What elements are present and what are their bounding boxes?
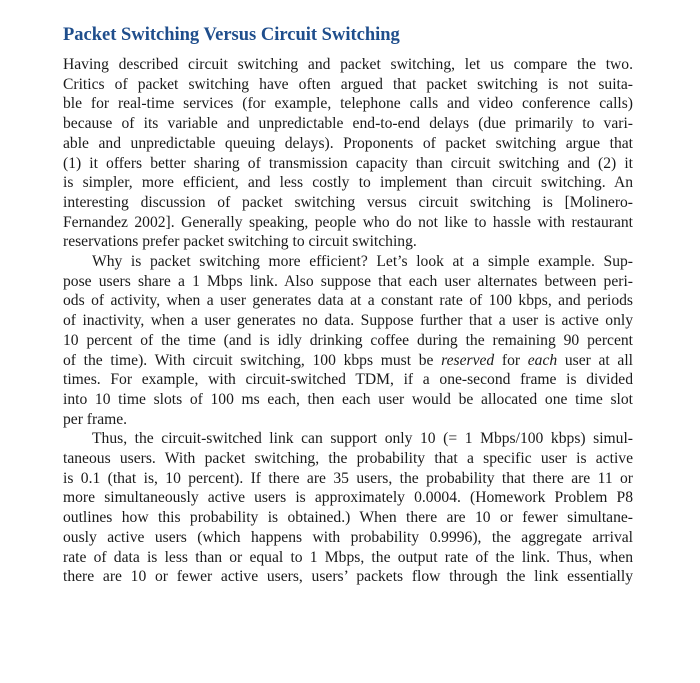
text-line: because of its variable and unpredictable end-to-end delays (due primarily to vari- [63, 115, 633, 133]
text-line: per frame. [63, 410, 128, 428]
text-line: times. For example, with circuit-switched TDM, if a one-second frame is divided [63, 371, 633, 389]
text-line: of inactivity, when a user generates no data. Suppose further that a user is active only [63, 312, 633, 330]
text-line: (1) it offers better sharing of transmission capacity than circuit switching and (2) it [63, 154, 633, 172]
text-line: is simpler, more efficient, and less costly to implement than circuit switching. An [63, 174, 633, 192]
text-line: is 0.1 (that is, 10 percent). If there are 35 users, the probability that there are 11 or [63, 469, 633, 487]
text-line: reservations prefer packet switching to circuit switching. [63, 233, 417, 251]
text-line: into 10 time slots of 100 ms each, then each user would be allocated one time slot [63, 390, 633, 408]
text-line: Why is packet switching more efficient? Let’s look at a simple example. Sup- [92, 253, 633, 271]
paragraph-3 [63, 429, 633, 587]
emphasis-each: each [527, 351, 558, 369]
text-run: of the time). With circuit switching, 100 kbps must be [63, 351, 442, 369]
text-line: rate of data is less than or equal to 1 Mbps, the output rate of the link. Thus, when [63, 548, 633, 566]
text-line: Having described circuit switching and packet switching, let us compare the two. [63, 56, 633, 73]
section-heading: Packet Switching Versus Circuit Switching [63, 25, 400, 45]
text-line: Thus, the circuit-switched link can support only 10 (= 1 Mbps/100 kbps) simul- [92, 430, 633, 448]
text-line: there are 10 or fewer active users, users’ packets flow through the link essentially [63, 568, 633, 586]
body-text [63, 55, 633, 587]
text-line: Critics of packet switching have often argued that packet switching is not suita- [63, 75, 633, 93]
text-line: Fernandez 2002]. Generally speaking, people who do not like to hassle with restaurant [63, 213, 633, 231]
text-line: ously active users (which happens with probability 0.9996), the aggregate arrival [63, 528, 633, 546]
paragraph-2 [63, 252, 633, 429]
text-line: able and unpredictable queuing delays). Proponents of packet switching argue that [63, 134, 633, 152]
text-run: user at all [557, 351, 633, 369]
text-run: for [494, 351, 528, 369]
paragraph-1 [63, 55, 633, 252]
text-line: ble for real-time services (for example, telephone calls and video conference calls) [63, 95, 633, 113]
text-line: more simultaneously active users is approximately 0.0004. (Homework Problem P8 [63, 489, 633, 507]
text-line: ods of activity, when a user generates data at a constant rate of 100 kbps, and periods [63, 292, 633, 310]
text-line-with-emphasis [63, 351, 633, 371]
text-line: interesting discussion of packet switching versus circuit switching is [Molinero- [63, 193, 633, 211]
text-line: outlines how this probability is obtained.) When there are 10 or fewer simultane- [63, 509, 633, 527]
text-line: pose users share a 1 Mbps link. Also suppose that each user alternates between peri- [63, 272, 633, 290]
emphasis-reserved: reserved [441, 351, 495, 369]
text-line: taneous users. With packet switching, the probability that a specific user is active [63, 450, 633, 468]
text-line: 10 percent of the time (and is idly drinking coffee during the remaining 90 percent [63, 331, 633, 349]
